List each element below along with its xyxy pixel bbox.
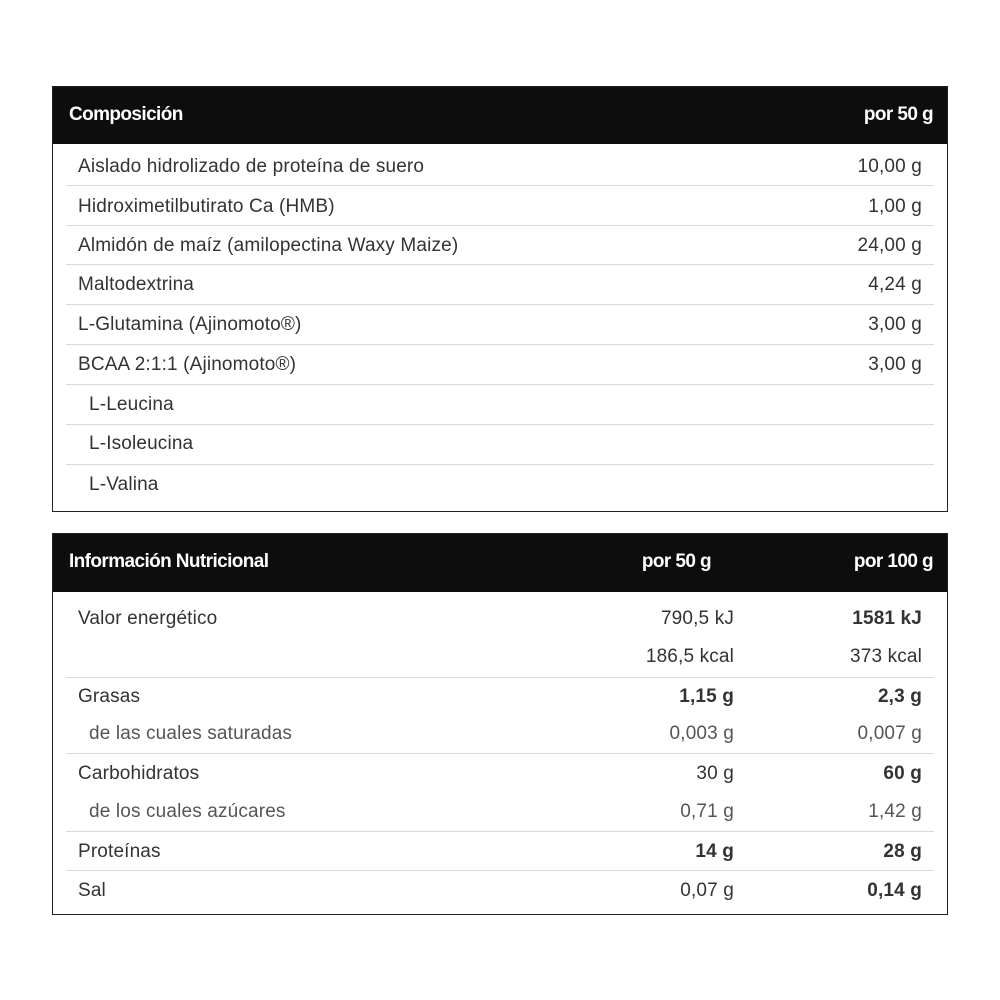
nutrition-table (52, 533, 948, 915)
value-per-50g: 186,5 kcal (645, 646, 734, 667)
ingredient-value: 1,00 g (868, 196, 922, 217)
value-per-50g: 30 g (696, 763, 734, 784)
composition-per-header: por 50 g (863, 104, 933, 125)
nutrition-row-proteins (66, 832, 934, 871)
composition-row (66, 226, 934, 265)
ingredient-name: Hidroximetilbutirato Ca (HMB) (78, 196, 335, 217)
nutrient-name: Carbohidratos (78, 763, 200, 784)
nutrition-row-energy (66, 592, 934, 678)
composition-row (66, 305, 934, 345)
nutrition-header (53, 534, 947, 592)
nutrient-name: Grasas (78, 686, 141, 707)
nutrition-row-fats (66, 678, 934, 754)
ingredient-name: BCAA 2:1:1 (Ajinomoto®) (78, 354, 297, 375)
ingredient-name: L-Isoleucina (89, 433, 194, 454)
nutrition-row-salt (66, 871, 934, 915)
ingredient-name: Maltodextrina (78, 274, 195, 295)
value-per-100g: 1581 kJ (852, 608, 922, 629)
composition-header (53, 87, 947, 144)
ingredient-value: 4,24 g (868, 274, 922, 295)
ingredient-name: L-Leucina (89, 394, 174, 415)
composition-subrow (66, 425, 934, 465)
nutrient-name: Sal (78, 880, 106, 901)
composition-subrow (66, 465, 934, 507)
composition-table (52, 86, 948, 512)
composition-row (66, 345, 934, 385)
composition-row (66, 186, 934, 226)
value-per-50g: 790,5 kJ (660, 608, 734, 629)
value-per-100g: 0,14 g (867, 880, 922, 901)
nutrient-subname: de los cuales azúcares (89, 801, 286, 822)
value-per-100g: 373 kcal (850, 646, 922, 667)
nutrient-subname: de las cuales saturadas (89, 723, 293, 744)
composition-row (66, 146, 934, 186)
value-per-100g: 60 g (883, 763, 922, 784)
per-100g-header: por 100 g (853, 551, 933, 572)
ingredient-value: 10,00 g (857, 156, 922, 177)
composition-row (66, 265, 934, 305)
composition-subrow (66, 385, 934, 425)
ingredient-name: Aislado hidrolizado de proteína de suero (78, 156, 425, 177)
ingredient-name: L-Valina (89, 474, 159, 495)
ingredient-name: Almidón de maíz (amilopectina Waxy Maize) (78, 235, 459, 256)
ingredient-name: L-Glutamina (Ajinomoto®) (78, 314, 302, 335)
value-per-50g: 0,07 g (680, 880, 734, 901)
value-per-50g: 0,71 g (680, 801, 734, 822)
per-50g-header: por 50 g (641, 551, 711, 572)
ingredient-value: 3,00 g (868, 354, 922, 375)
nutrient-name: Valor energético (78, 608, 218, 629)
ingredient-value: 24,00 g (857, 235, 922, 256)
value-per-100g: 2,3 g (877, 686, 922, 707)
ingredient-value: 3,00 g (868, 314, 922, 335)
value-per-100g: 28 g (883, 841, 922, 862)
value-per-50g: 0,003 g (669, 723, 734, 744)
nutrition-title: Información Nutricional (69, 551, 269, 572)
composition-title: Composición (69, 104, 183, 125)
nutrient-name: Proteínas (78, 841, 161, 862)
value-per-100g: 0,007 g (857, 723, 922, 744)
value-per-50g: 1,15 g (679, 686, 734, 707)
value-per-100g: 1,42 g (868, 801, 922, 822)
nutrition-row-carbs (66, 754, 934, 832)
value-per-50g: 14 g (695, 841, 734, 862)
